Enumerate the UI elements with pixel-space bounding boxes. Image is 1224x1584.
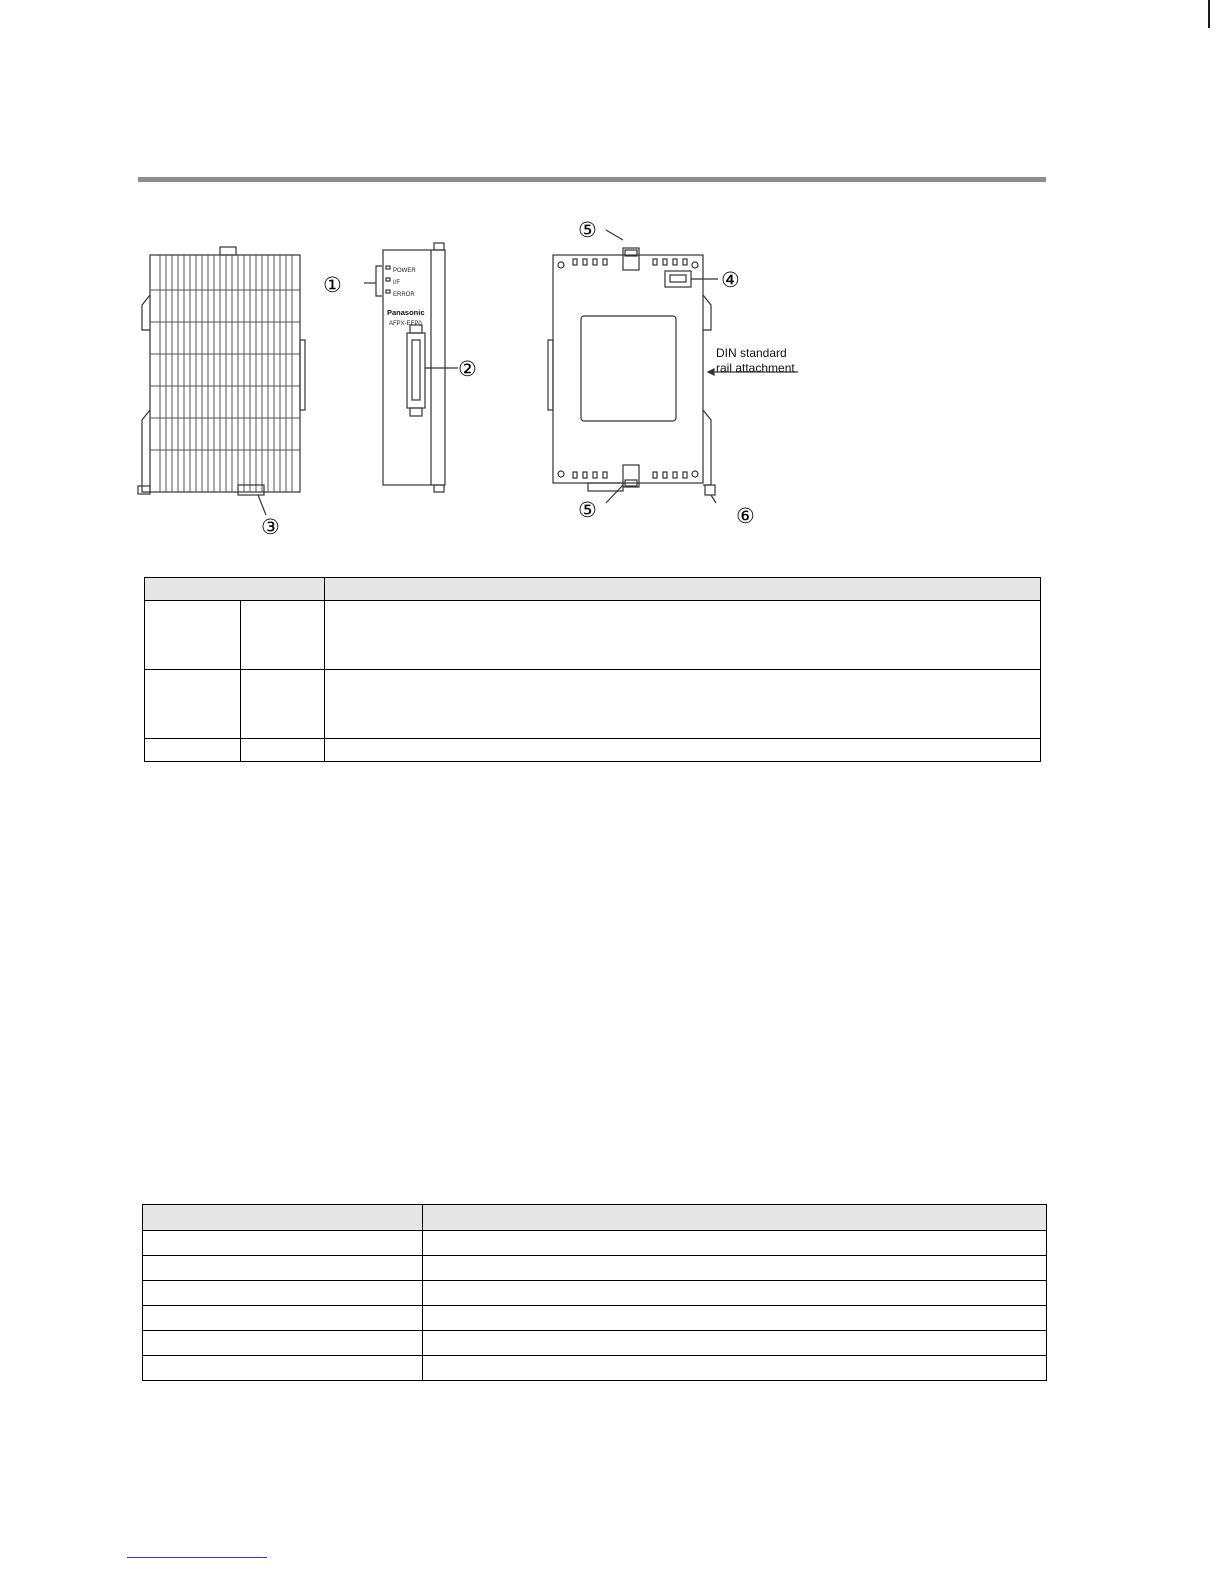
table-cell [325,739,1041,762]
table-cell [143,1331,423,1356]
model-label: AFPX-EFP0 [389,321,422,327]
table-cell [145,670,241,739]
table-cell [423,1256,1047,1281]
table-row [143,1306,1047,1331]
table-header-cell [143,1205,423,1231]
led-label-error: ERROR [393,292,415,298]
table-row [143,1331,1047,1356]
table-cell [325,670,1041,739]
table-cell [423,1281,1047,1306]
callout-1: ① [323,274,342,297]
callout-5-bottom: ⑤ [578,499,597,522]
table-cell [241,601,325,670]
side-view [138,247,305,495]
spec-table [142,1204,1047,1381]
table-cell [423,1331,1047,1356]
page-edge-mark [1208,0,1210,28]
table-cell [143,1256,423,1281]
unit-diagram [128,210,828,550]
table-cell [241,670,325,739]
led-label-if: I/F [393,280,400,286]
table-row [143,1356,1047,1381]
front-view [364,243,458,492]
table-header-row [143,1205,1047,1231]
footnote-rule [127,1557,267,1558]
table-cell [143,1356,423,1381]
led-label-power: POWER [393,268,416,274]
callout-5-top: ⑤ [578,219,597,242]
table-cell [423,1356,1047,1381]
parts-table [144,577,1041,762]
section-rule [138,177,1046,182]
table-cell [143,1281,423,1306]
table-header-cell [145,578,325,601]
table-cell [423,1231,1047,1256]
table-header-row [145,578,1041,601]
callout-6: ⑥ [736,505,755,528]
table-cell [143,1306,423,1331]
rail-label-line2: rail attachment [716,361,795,375]
callout-2: ② [458,358,477,381]
table-header-cell [325,578,1041,601]
table-row [145,739,1041,762]
table-cell [145,739,241,762]
table-row [143,1231,1047,1256]
table-row [145,670,1041,739]
table-cell [145,601,241,670]
callout-3: ③ [261,516,280,539]
table-cell [143,1231,423,1256]
callout-4: ④ [721,269,740,292]
brand-logo-text: Panasonic [387,308,425,317]
table-cell [325,601,1041,670]
rail-label-line1: DIN standard [716,346,787,360]
table-row [143,1256,1047,1281]
table-row [143,1281,1047,1306]
table-row [145,601,1041,670]
table-cell [423,1306,1047,1331]
table-cell [241,739,325,762]
table-header-cell [423,1205,1047,1231]
